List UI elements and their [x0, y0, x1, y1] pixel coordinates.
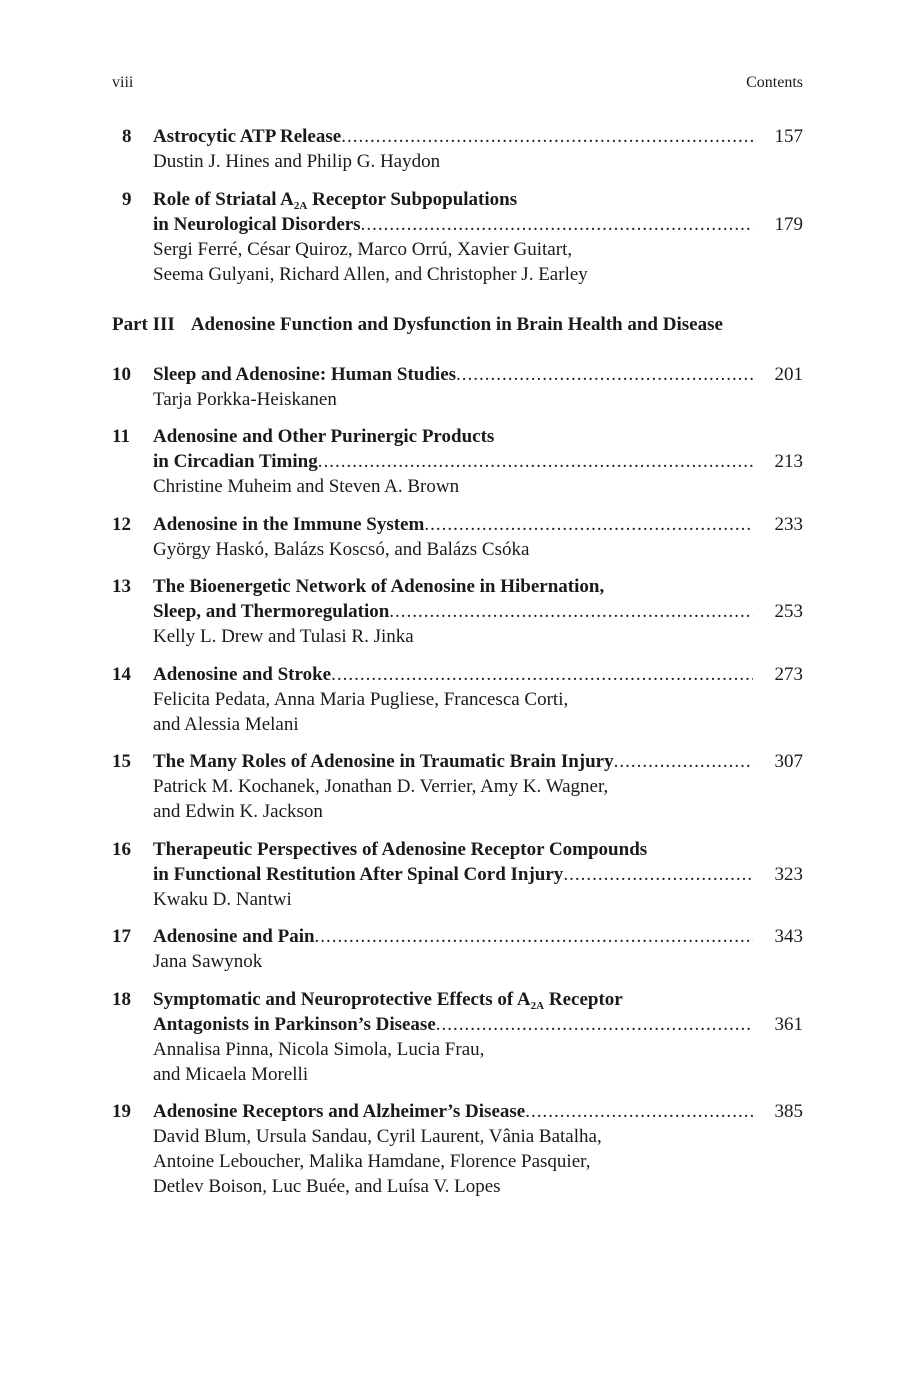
chapter-authors: Christine Muheim and Steven A. Brown: [153, 476, 460, 497]
chapter-number: 10: [112, 364, 131, 385]
chapter-number: 17: [112, 926, 131, 947]
chapter-authors: György Haskó, Balázs Koscsó, and Balázs Csóka: [153, 539, 530, 560]
chapter-authors: Kelly L. Drew and Tulasi R. Jinka: [153, 626, 414, 647]
chapter-authors: Tarja Porkka-Heiskanen: [153, 389, 337, 410]
chapter-authors: Kwaku D. Nantwi: [153, 889, 292, 910]
page-number-label: viii: [112, 74, 134, 91]
chapter-page: 253: [774, 601, 803, 622]
chapter-authors: Annalisa Pinna, Nicola Simola, Lucia Frau,: [153, 1039, 485, 1060]
chapter-title-continued: in Neurological Disorders: [153, 214, 361, 235]
chapter-number: 11: [112, 426, 130, 447]
chapter-authors: Detlev Boison, Luc Buée, and Luísa V. Lopes: [153, 1176, 501, 1197]
chapter-title-continued: Antagonists in Parkinson’s Disease: [153, 1014, 436, 1035]
chapter-authors: Seema Gulyani, Richard Allen, and Christopher J. Earley: [153, 264, 588, 285]
chapter-title: Astrocytic ATP Release: [153, 126, 342, 147]
chapter-number: 12: [112, 514, 131, 535]
chapter-authors: and Alessia Melani: [153, 714, 299, 735]
chapter-page: 307: [774, 751, 803, 772]
chapter-title-continued: in Functional Restitution After Spinal Cord Injury: [153, 864, 564, 885]
chapter-authors: Felicita Pedata, Anna Maria Pugliese, Francesca Corti,: [153, 689, 569, 710]
chapter-title: Adenosine and Stroke: [153, 664, 332, 685]
part-title: Adenosine Function and Dysfunction in Brain Health and Disease: [190, 314, 723, 335]
chapter-title: Role of Striatal $A_{2A}$ Receptor Subpopulations: [153, 189, 518, 212]
chapter-page: 361: [774, 1014, 803, 1035]
running-header: [112, 72, 803, 94]
chapter-page: 273: [774, 664, 803, 685]
chapter-authors: and Edwin K. Jackson: [153, 801, 323, 822]
chapter-title: Adenosine and Pain: [153, 926, 315, 947]
chapter-page: 385: [774, 1101, 803, 1122]
chapter-authors: Sergi Ferré, César Quiroz, Marco Orrú, Xavier Guitart,: [153, 239, 573, 260]
chapter-page: 201: [774, 364, 803, 385]
chapter-page: 343: [774, 926, 803, 947]
chapter-number: 14: [112, 664, 131, 685]
chapter-title: The Bioenergetic Network of Adenosine in Hibernation,: [153, 576, 605, 597]
chapter-title-continued: in Circadian Timing: [153, 451, 318, 472]
chapter-authors: Antoine Leboucher, Malika Hamdane, Florence Pasquier,: [153, 1151, 591, 1172]
section-label: Contents: [746, 74, 803, 91]
chapter-title: Adenosine Receptors and Alzheimer’s Disease: [153, 1101, 526, 1122]
chapter-number: 8: [122, 126, 132, 147]
chapter-number: 19: [112, 1101, 131, 1122]
part-label: Part III: [112, 314, 175, 335]
chapter-title: The Many Roles of Adenosine in Traumatic Brain Injury: [153, 751, 614, 772]
chapter-authors: and Micaela Morelli: [153, 1064, 309, 1085]
chapter-page: 157: [774, 126, 803, 147]
chapter-authors: David Blum, Ursula Sandau, Cyril Laurent, Vânia Batalha,: [153, 1126, 602, 1147]
chapter-title: Therapeutic Perspectives of Adenosine Receptor Compounds: [153, 839, 648, 860]
chapter-page: 179: [774, 214, 803, 235]
chapter-title: Symptomatic and Neuroprotective Effects of $A_{2A}$ Receptor: [153, 989, 623, 1012]
chapter-authors: Patrick M. Kochanek, Jonathan D. Verrier, Amy K. Wagner,: [153, 776, 609, 797]
chapter-page: 323: [774, 864, 803, 885]
chapter-title: Sleep and Adenosine: Human Studies: [153, 364, 457, 385]
chapter-title-continued: Sleep, and Thermoregulation: [153, 601, 390, 622]
chapter-authors: Dustin J. Hines and Philip G. Haydon: [153, 151, 441, 172]
chapter-number: 15: [112, 751, 131, 772]
chapter-number: 16: [112, 839, 131, 860]
chapter-title: Adenosine and Other Purinergic Products: [153, 426, 495, 447]
chapter-page: 233: [774, 514, 803, 535]
chapter-number: 9: [122, 189, 132, 210]
chapter-page: 213: [774, 451, 803, 472]
part-heading: [112, 312, 803, 337]
chapter-number: 13: [112, 576, 131, 597]
chapter-number: 18: [112, 989, 131, 1010]
chapter-title: Adenosine in the Immune System: [153, 514, 425, 535]
chapter-authors: Jana Sawynok: [153, 951, 263, 972]
